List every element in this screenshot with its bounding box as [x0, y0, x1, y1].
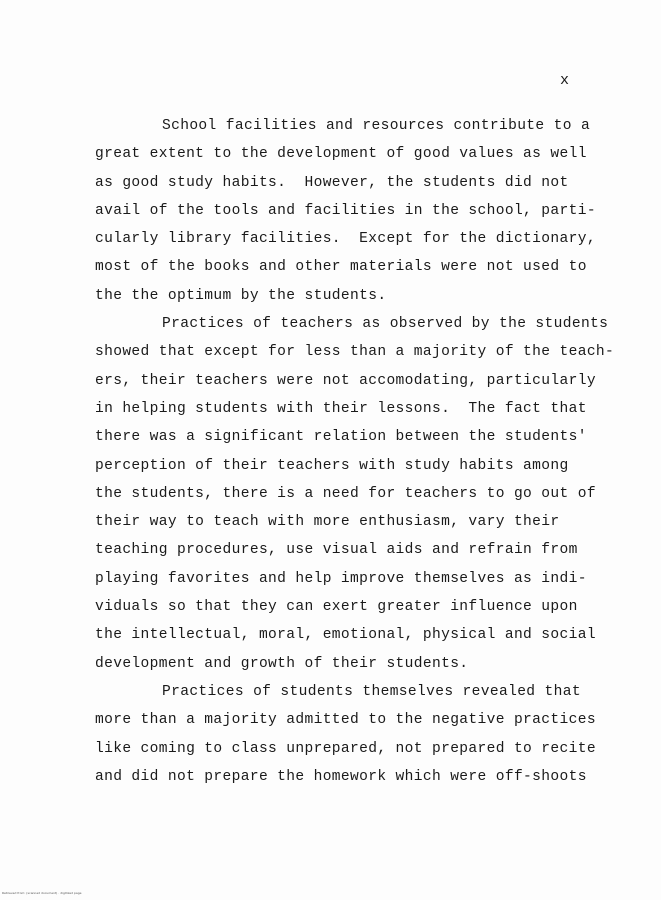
text-line: teaching procedures, use visual aids and refrain from	[95, 542, 578, 559]
page-number: x	[560, 72, 570, 89]
text-line: like coming to class unprepared, not prepared to recite	[95, 740, 596, 757]
text-line: viduals so that they can exert greater influence upon	[95, 599, 578, 616]
text-line: great extent to the development of good values as well	[95, 146, 587, 163]
text-line: ers, their teachers were not accomodating, particularly	[95, 372, 596, 389]
text-line: showed that except for less than a majority of the teach-	[95, 344, 615, 361]
text-line: School facilities and resources contribute to a	[162, 118, 591, 134]
text-line: the the optimum by the students.	[95, 287, 387, 304]
text-line: in helping students with their lessons. The fact that	[95, 400, 587, 417]
text-line: as good study habits. However, the students did not	[95, 174, 569, 191]
footer-stamp: Retrieved from: (scanned document) · digitized page	[2, 891, 82, 895]
text-line: cularly library facilities. Except for the dictionary,	[95, 231, 596, 248]
text-line: playing favorites and help improve themselves as indi-	[95, 570, 587, 587]
text-line: development and growth of their students.	[95, 655, 469, 672]
text-line: more than a majority admitted to the negative practices	[95, 712, 596, 729]
text-line: the intellectual, moral, emotional, physical and social	[95, 627, 596, 644]
text-line: Practices of students themselves revealed that	[162, 683, 581, 700]
text-line: perception of their teachers with study habits among	[95, 457, 569, 474]
body-text	[95, 112, 615, 791]
text-line: most of the books and other materials were not used to	[95, 259, 587, 276]
text-line: the students, there is a need for teachers to go out of	[95, 485, 596, 502]
text-line: and did not prepare the homework which were off-shoots	[95, 768, 587, 785]
text-line: their way to teach with more enthusiasm, vary their	[95, 514, 560, 531]
text-line: avail of the tools and facilities in the school, parti-	[95, 202, 596, 219]
text-line: there was a significant relation between the students'	[95, 429, 587, 446]
text-line: Practices of teachers as observed by the students	[162, 316, 609, 333]
